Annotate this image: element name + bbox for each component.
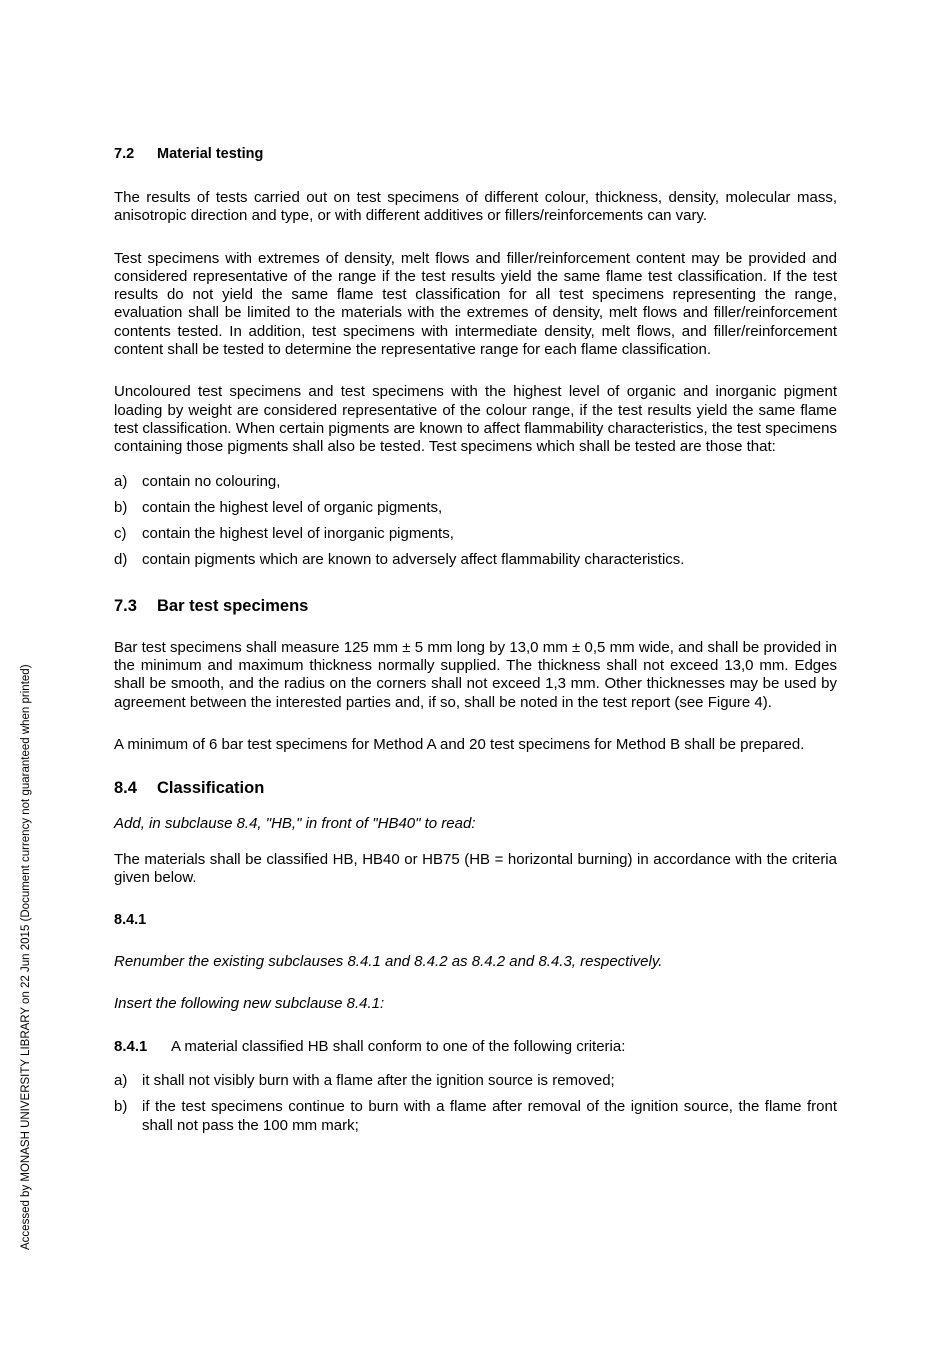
paragraph: Bar test specimens shall measure 125 mm ± 5 mm long by 13,0 mm ± 0,5 mm wide, and shall be provided in the minimum and maximum thickness normally supplied. The thickness shall not exceed 13,0 mm. Edges shall be smooth, and the radius on the corners shall not exceed 1,3 mm. Other thicknesses may be used by agreement between the interested parties and, if so, shall be noted in the test report (see Figure 4). xyxy=(114,638,837,711)
criteria-list xyxy=(114,1072,837,1135)
amendment-instruction: Insert the following new subclause 8.4.1: xyxy=(114,995,385,1013)
section-title: Classification xyxy=(157,779,265,798)
section-7-3-heading xyxy=(114,597,837,616)
section-number: 7.3 xyxy=(114,596,137,615)
section-8-4-heading xyxy=(114,779,837,798)
list-item: c) contain the highest level of inorganic pigments, xyxy=(114,525,454,543)
section-number: 8.4 xyxy=(114,779,137,798)
paragraph: A minimum of 6 bar test specimens for Method A and 20 test specimens for Method B shall be prepared. xyxy=(114,735,805,753)
list-item: d) contain pigments which are known to adversely affect flammability characteristics. xyxy=(114,551,685,569)
clause-text: A material classified HB shall conform to one of the following criteria: xyxy=(171,1037,626,1055)
amendment-instruction: Add, in subclause 8.4, "HB," in front of "HB40" to read: xyxy=(114,815,476,833)
section-title: Bar test specimens xyxy=(157,596,309,615)
paragraph: The results of tests carried out on test specimens of different colour, thickness, density, molecular mass, anisotropic direction and type, or with different additives or fillers/reinforcements can vary. xyxy=(114,189,837,225)
paragraph: The materials shall be classified HB, HB40 or HB75 (HB = horizontal burning) in accordance with the criteria given below. xyxy=(114,850,837,886)
section-7-2-heading xyxy=(114,146,837,162)
paragraph: Test specimens with extremes of density, melt flows and filler/reinforcement content may be provided and considered representative of the range if the test results yield the same flame test classification. If the test results do not yield the same flame test classification for all test specimens representing the range, evaluation shall be limited to the materials with the extremes of density, melt flows and filler/reinforcement contents tested. In addition, test specimens with intermediate density, melt flows, and filler/reinforcement content shall be tested to determine the representative range for each flame classification. xyxy=(114,249,837,359)
document-body xyxy=(114,146,837,1135)
clause-number: 8.4.1 xyxy=(114,1037,148,1055)
access-watermark: Accessed by MONASH UNIVERSITY LIBRARY on 22 Jun 2015 (Document currency not guaranteed when printed) xyxy=(20,664,32,1250)
subclause-8-4-1-heading: 8.4.1 xyxy=(114,912,147,929)
section-number: 7.2 xyxy=(114,146,135,162)
paragraph: Uncoloured test specimens and test specimens with the highest level of organic and inorganic pigment loading by weight are considered representative of the colour range, if the test results yield the same flame test classification. When certain pigments are known to affect flammability characteristics, the test specimens containing those pigments shall also be tested. Test specimens which shall be tested are those that: xyxy=(114,383,837,456)
pigment-list xyxy=(114,473,837,570)
list-item: b) if the test specimens continue to burn with a flame after removal of the ignition source, the flame front shall not pass the 100 mm mark; xyxy=(114,1098,837,1134)
amendment-instruction: Renumber the existing subclauses 8.4.1 and 8.4.2 as 8.4.2 and 8.4.3, respectively. xyxy=(114,953,663,971)
list-item: b) contain the highest level of organic pigments, xyxy=(114,498,443,516)
list-item: a) contain no colouring, xyxy=(114,472,281,490)
section-title: Material testing xyxy=(157,146,264,162)
list-item: a) it shall not visibly burn with a flame after the ignition source is removed; xyxy=(114,1072,615,1090)
clause-paragraph xyxy=(114,1038,837,1056)
